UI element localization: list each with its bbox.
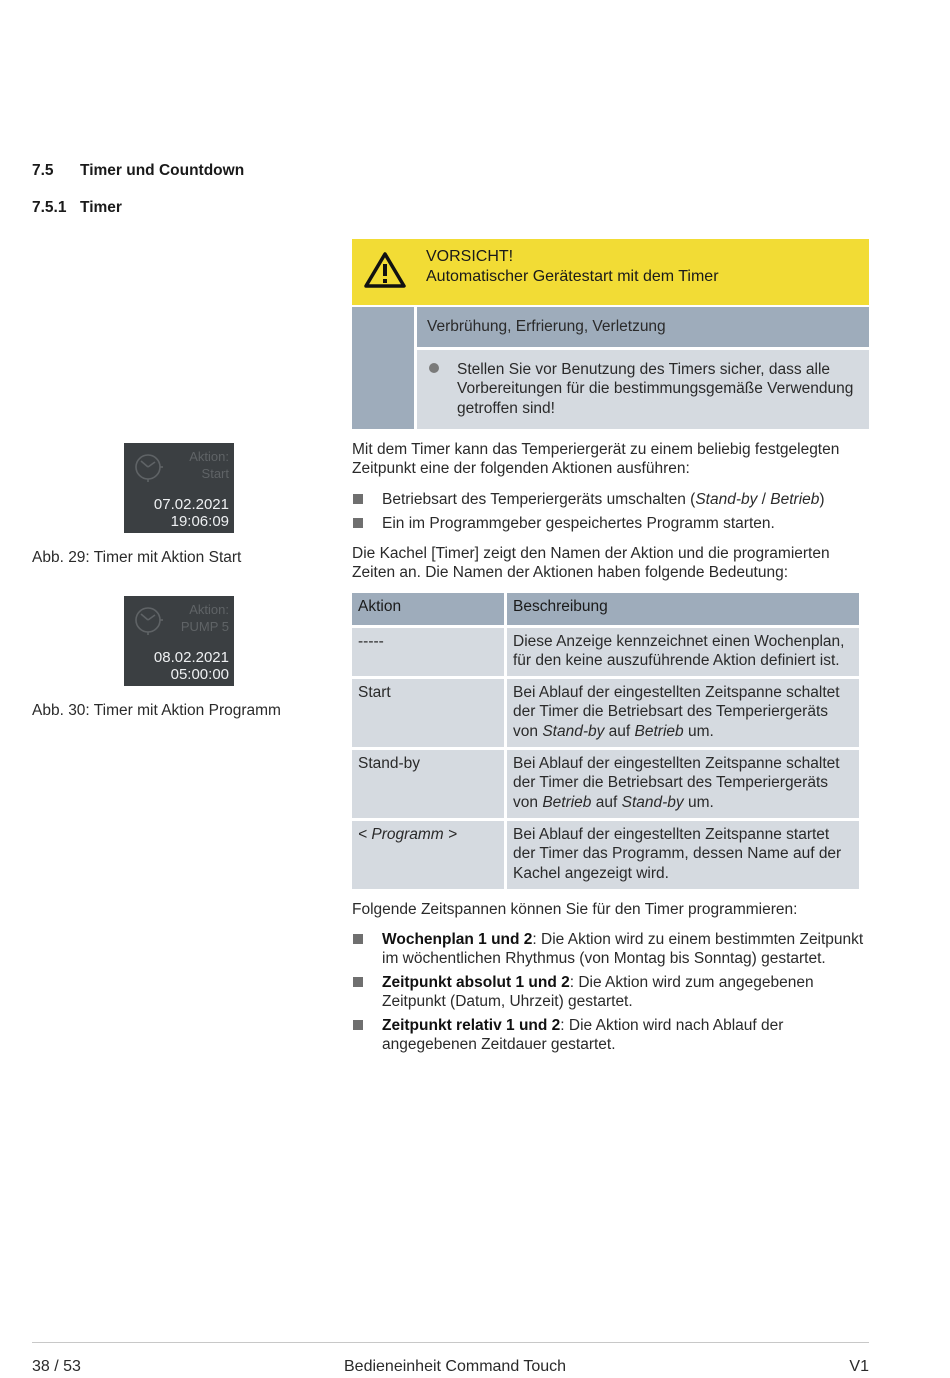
period-term: Zeitpunkt relativ 1 und 2 (382, 1017, 561, 1034)
bullet-item: Ein im Programmgeber gespeichertes Programm starten. (382, 515, 775, 532)
table-row (352, 679, 859, 747)
periods-intro: Folgende Zeitspannen können Sie für den Timer programmieren: (352, 901, 798, 918)
table-cell-description (507, 750, 859, 818)
table-header-row (352, 593, 859, 625)
bullet-item (382, 490, 872, 509)
warning-header (352, 239, 869, 305)
warning-instruction (417, 350, 869, 429)
period-text: : Die Aktion wird zum angegebenen Zeitpunkt (Datum, Uhrzeit) gestartet. (382, 974, 814, 1011)
bullet-text: Betriebsart des Temperiergeräts umschalten ( (382, 491, 696, 508)
timer-tile-program (124, 596, 234, 686)
bullet-separator: / (757, 491, 771, 508)
table-cell-action (352, 821, 504, 889)
tile-date: 08.02.2021 (153, 649, 229, 666)
table-cell-action: Start (352, 679, 504, 747)
action-emphasis: < Programm > (358, 826, 458, 843)
desc-text: um. (687, 722, 714, 740)
bullet-emphasis: Betrieb (770, 491, 820, 508)
warning-hazard-text: Verbrühung, Erfrierung, Verletzung (427, 318, 666, 335)
period-item (382, 930, 872, 969)
footer-divider (32, 1342, 869, 1343)
desc-emphasis: Stand-by (542, 722, 605, 740)
period-item (382, 973, 872, 1012)
bullet-square-icon (353, 1020, 363, 1030)
table-cell-action: ----- (352, 628, 504, 676)
tile-time: 05:00:00 (170, 666, 229, 683)
figure-caption: Abb. 29: Timer mit Aktion Start (32, 549, 242, 566)
table-row (352, 821, 859, 889)
page-number: 38 / 53 (32, 1358, 81, 1375)
tile-action-value: Start (201, 466, 229, 481)
desc-emphasis: Betrieb (634, 722, 684, 740)
desc-text: Bei Ablauf der eingestellten Zeitspanne schaltet der Timer die Betriebsart des Temperiergeräts von (513, 684, 840, 740)
action-table (349, 590, 862, 892)
warning-hazard (417, 307, 869, 347)
desc-text: Bei Ablauf der eingestellten Zeitspanne schaltet der Timer die Betriebsart des Temperiergeräts von (513, 755, 840, 811)
desc-emphasis: Stand-by (621, 793, 684, 811)
period-text: : Die Aktion wird nach Ablauf der angegebenen Zeitdauer gestartet. (382, 1017, 784, 1054)
tile-time: 19:06:09 (170, 513, 229, 530)
bullet-square-icon (353, 518, 363, 528)
table-header-cell: Beschreibung (507, 593, 859, 625)
tile-action-value: PUMP 5 (180, 619, 229, 634)
desc-text: um. (687, 793, 714, 811)
document-title: Bedieneinheit Command Touch (344, 1358, 567, 1375)
timer-clock-icon (132, 451, 164, 483)
intro-paragraph: Mit dem Timer kann das Temperiergerät zu einem beliebig festgelegten Zeitpunkt eine der folgenden Aktionen ausführen: (352, 441, 840, 478)
timer-clock-icon (132, 604, 164, 636)
tile-action-label: Aktion: (189, 602, 229, 617)
table-header-cell: Aktion (352, 593, 504, 625)
warning-triangle-icon (364, 251, 406, 289)
table-row (352, 750, 859, 818)
section-number: 7.5 (32, 162, 54, 179)
bullet-square-icon (353, 977, 363, 987)
bullet-square-icon (353, 494, 363, 504)
table-cell-action: Stand-by (352, 750, 504, 818)
desc-emphasis: Betrieb (542, 793, 592, 811)
bullet-square-icon (353, 934, 363, 944)
desc-text: auf (595, 793, 618, 811)
desc-text: auf (608, 722, 631, 740)
bullet-emphasis: Stand-by (695, 491, 758, 508)
timer-tile-start (124, 443, 234, 533)
section-title: Timer und Countdown (80, 162, 245, 179)
table-cell-description: Diese Anzeige kennzeichnet einen Wochenplan, für den keine auszuführende Aktion definiert ist. (507, 628, 859, 676)
warning-instruction-text: Stellen Sie vor Benutzung des Timers sicher, dass alle Vorbereitungen für die bestimmungsgemäße Verwendung getroffen sind! (457, 361, 854, 417)
section-heading (32, 161, 244, 180)
period-text: : Die Aktion wird zu einem bestimmten Zeitpunkt im wöchentlichen Rhythmus (von Montag bis Sonntag) gestartet. (382, 931, 864, 968)
bullet-dot-icon (429, 363, 439, 373)
table-row (352, 628, 859, 676)
figure-caption: Abb. 30: Timer mit Aktion Programm (32, 702, 281, 719)
warning-title: VORSICHT! (426, 248, 514, 265)
bullet-text: ) (819, 491, 825, 508)
period-item (382, 1016, 872, 1055)
warning-side-bar (352, 307, 414, 429)
table-cell-description: Bei Ablauf der eingestellten Zeitspanne startet der Timer das Programm, dessen Name auf der Kachel angezeigt wird. (507, 821, 859, 889)
tile-paragraph: Die Kachel [Timer] zeigt den Namen der Aktion und die programierten Zeiten an. Die Namen der Aktionen haben folgende Bedeutung: (352, 545, 830, 582)
warning-subtitle: Automatischer Gerätestart mit dem Timer (426, 268, 719, 285)
period-term: Zeitpunkt absolut 1 und 2 (382, 974, 570, 991)
subsection-heading (32, 198, 122, 217)
subsection-number: 7.5.1 (32, 199, 67, 216)
document-version: V1 (849, 1358, 869, 1375)
tile-action-label: Aktion: (189, 449, 229, 464)
table-cell-description (507, 679, 859, 747)
subsection-title: Timer (80, 199, 122, 216)
tile-date: 07.02.2021 (153, 496, 229, 513)
period-term: Wochenplan 1 und 2 (382, 931, 533, 948)
